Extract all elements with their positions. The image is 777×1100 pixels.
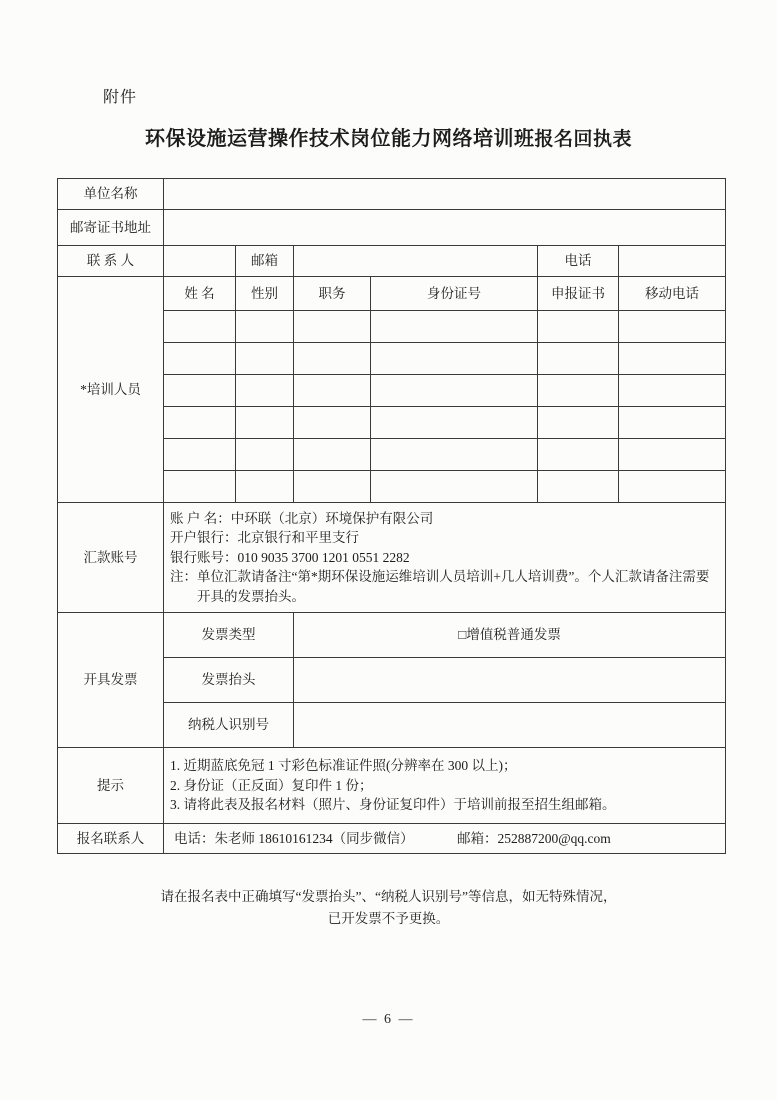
trainee-col-id-number: 身份证号 [371, 277, 538, 311]
trainee-cell [371, 311, 538, 343]
row-unit-name [58, 179, 726, 210]
invoice-type-value: □增值税普通发票 [294, 613, 726, 658]
trainee-col-mobile: 移动电话 [619, 277, 726, 311]
trainee-cell [619, 439, 726, 471]
trainee-cell [236, 407, 294, 439]
mail-address-label: 邮寄证书地址 [58, 210, 164, 246]
remittance-note: 注：单位汇款请备注“第*期环保设施运维培训人员培训+几人培训费”。个人汇款请备注需要开具的发票抬头。 [170, 569, 710, 604]
trainee-cell [619, 343, 726, 375]
registration-contact-phone: 电话：朱老师 18610161234（同步微信） [174, 830, 414, 846]
attachment-label: 附件 [103, 89, 138, 106]
trainee-cell [371, 439, 538, 471]
document-title-suffix: 报名回执表 [534, 129, 632, 150]
trainee-cell [371, 343, 538, 375]
contact-phone-field [619, 246, 726, 277]
trainee-col-certificate: 申报证书 [538, 277, 619, 311]
contact-name-field [164, 246, 236, 277]
trainee-cell [236, 471, 294, 503]
trainee-cell [619, 311, 726, 343]
row-contact [58, 246, 726, 277]
trainee-cell [294, 471, 371, 503]
trainee-cell [236, 311, 294, 343]
row-registration-contact [58, 824, 726, 854]
tips-content [164, 748, 726, 824]
page-number: — 6 — [362, 1012, 415, 1027]
document-title-main: 环保设施运营操作技术岗位能力网络培训班 [144, 128, 535, 150]
trainee-cell [236, 343, 294, 375]
trainee-cell [538, 343, 619, 375]
trainee-cell [236, 375, 294, 407]
invoice-type-label: 发票类型 [164, 613, 294, 658]
row-remittance [58, 503, 726, 613]
trainee-cell [619, 407, 726, 439]
footer-note-line2: 已开发票不予更换。 [327, 910, 450, 926]
invoice-title-label: 发票抬头 [164, 658, 294, 703]
remittance-account-name: 账 户 名：中环联（北京）环境保护有限公司 [170, 510, 434, 526]
trainee-cell [294, 375, 371, 407]
tips-item: 1. 近期蓝底免冠 1 寸彩色标准证件照(分辨率在 300 以上)； [170, 758, 517, 774]
trainee-cell [164, 311, 236, 343]
trainee-cell [236, 439, 294, 471]
registration-contact-email: 邮箱：252887200@qq.com [457, 830, 611, 846]
trainee-cell [619, 471, 726, 503]
trainee-cell [164, 407, 236, 439]
contact-phone-label: 电话 [538, 246, 619, 277]
row-tips [58, 748, 726, 824]
mail-address-field [164, 210, 726, 246]
trainee-cell [164, 439, 236, 471]
trainee-cell [538, 407, 619, 439]
row-mail-address [58, 210, 726, 246]
trainees-label: *培训人员 [58, 277, 164, 503]
invoice-label: 开具发票 [58, 613, 164, 748]
trainee-cell [538, 471, 619, 503]
footer-note-line1: 请在报名表中正确填写“发票抬头”、“纳税人识别号”等信息，如无特殊情况， [160, 889, 617, 904]
registration-form-table [57, 178, 726, 854]
trainee-col-position: 职务 [294, 277, 371, 311]
remittance-account-no: 银行账号：010 9035 3700 1201 0551 2282 [170, 549, 410, 565]
trainee-cell [294, 343, 371, 375]
row-invoice-type [58, 613, 726, 658]
contact-label: 联 系 人 [58, 246, 164, 277]
trainee-cell [619, 375, 726, 407]
trainee-cell [371, 375, 538, 407]
trainee-cell [294, 311, 371, 343]
trainee-cell [538, 375, 619, 407]
trainee-col-name: 姓 名 [164, 277, 236, 311]
contact-email-field [294, 246, 538, 277]
tips-item: 3. 请将此表及报名材料（照片、身份证复印件）于培训前报至招生组邮箱。 [170, 797, 616, 813]
tips-label: 提示 [58, 748, 164, 824]
trainee-cell [538, 311, 619, 343]
tips-item: 2. 身份证（正反面）复印件 1 份； [170, 777, 373, 793]
registration-contact-content [164, 824, 726, 854]
contact-email-label: 邮箱 [236, 246, 294, 277]
trainee-cell [164, 343, 236, 375]
footer-note [0, 886, 777, 929]
row-trainee-header [58, 277, 726, 311]
unit-name-field [164, 179, 726, 210]
remittance-bank: 开户银行：北京银行和平里支行 [170, 530, 359, 546]
trainee-cell [294, 407, 371, 439]
invoice-title-field [294, 658, 726, 703]
unit-name-label: 单位名称 [58, 179, 164, 210]
trainee-col-gender: 性别 [236, 277, 294, 311]
trainee-cell [371, 407, 538, 439]
trainee-cell [294, 439, 371, 471]
remittance-details [164, 503, 726, 613]
registration-contact-label: 报名联系人 [58, 824, 164, 854]
trainee-cell [538, 439, 619, 471]
trainee-cell [164, 471, 236, 503]
tax-id-field [294, 703, 726, 748]
trainee-cell [371, 471, 538, 503]
trainee-cell [164, 375, 236, 407]
document-title [0, 122, 777, 151]
remittance-label: 汇款账号 [58, 503, 164, 613]
tax-id-label: 纳税人识别号 [164, 703, 294, 748]
